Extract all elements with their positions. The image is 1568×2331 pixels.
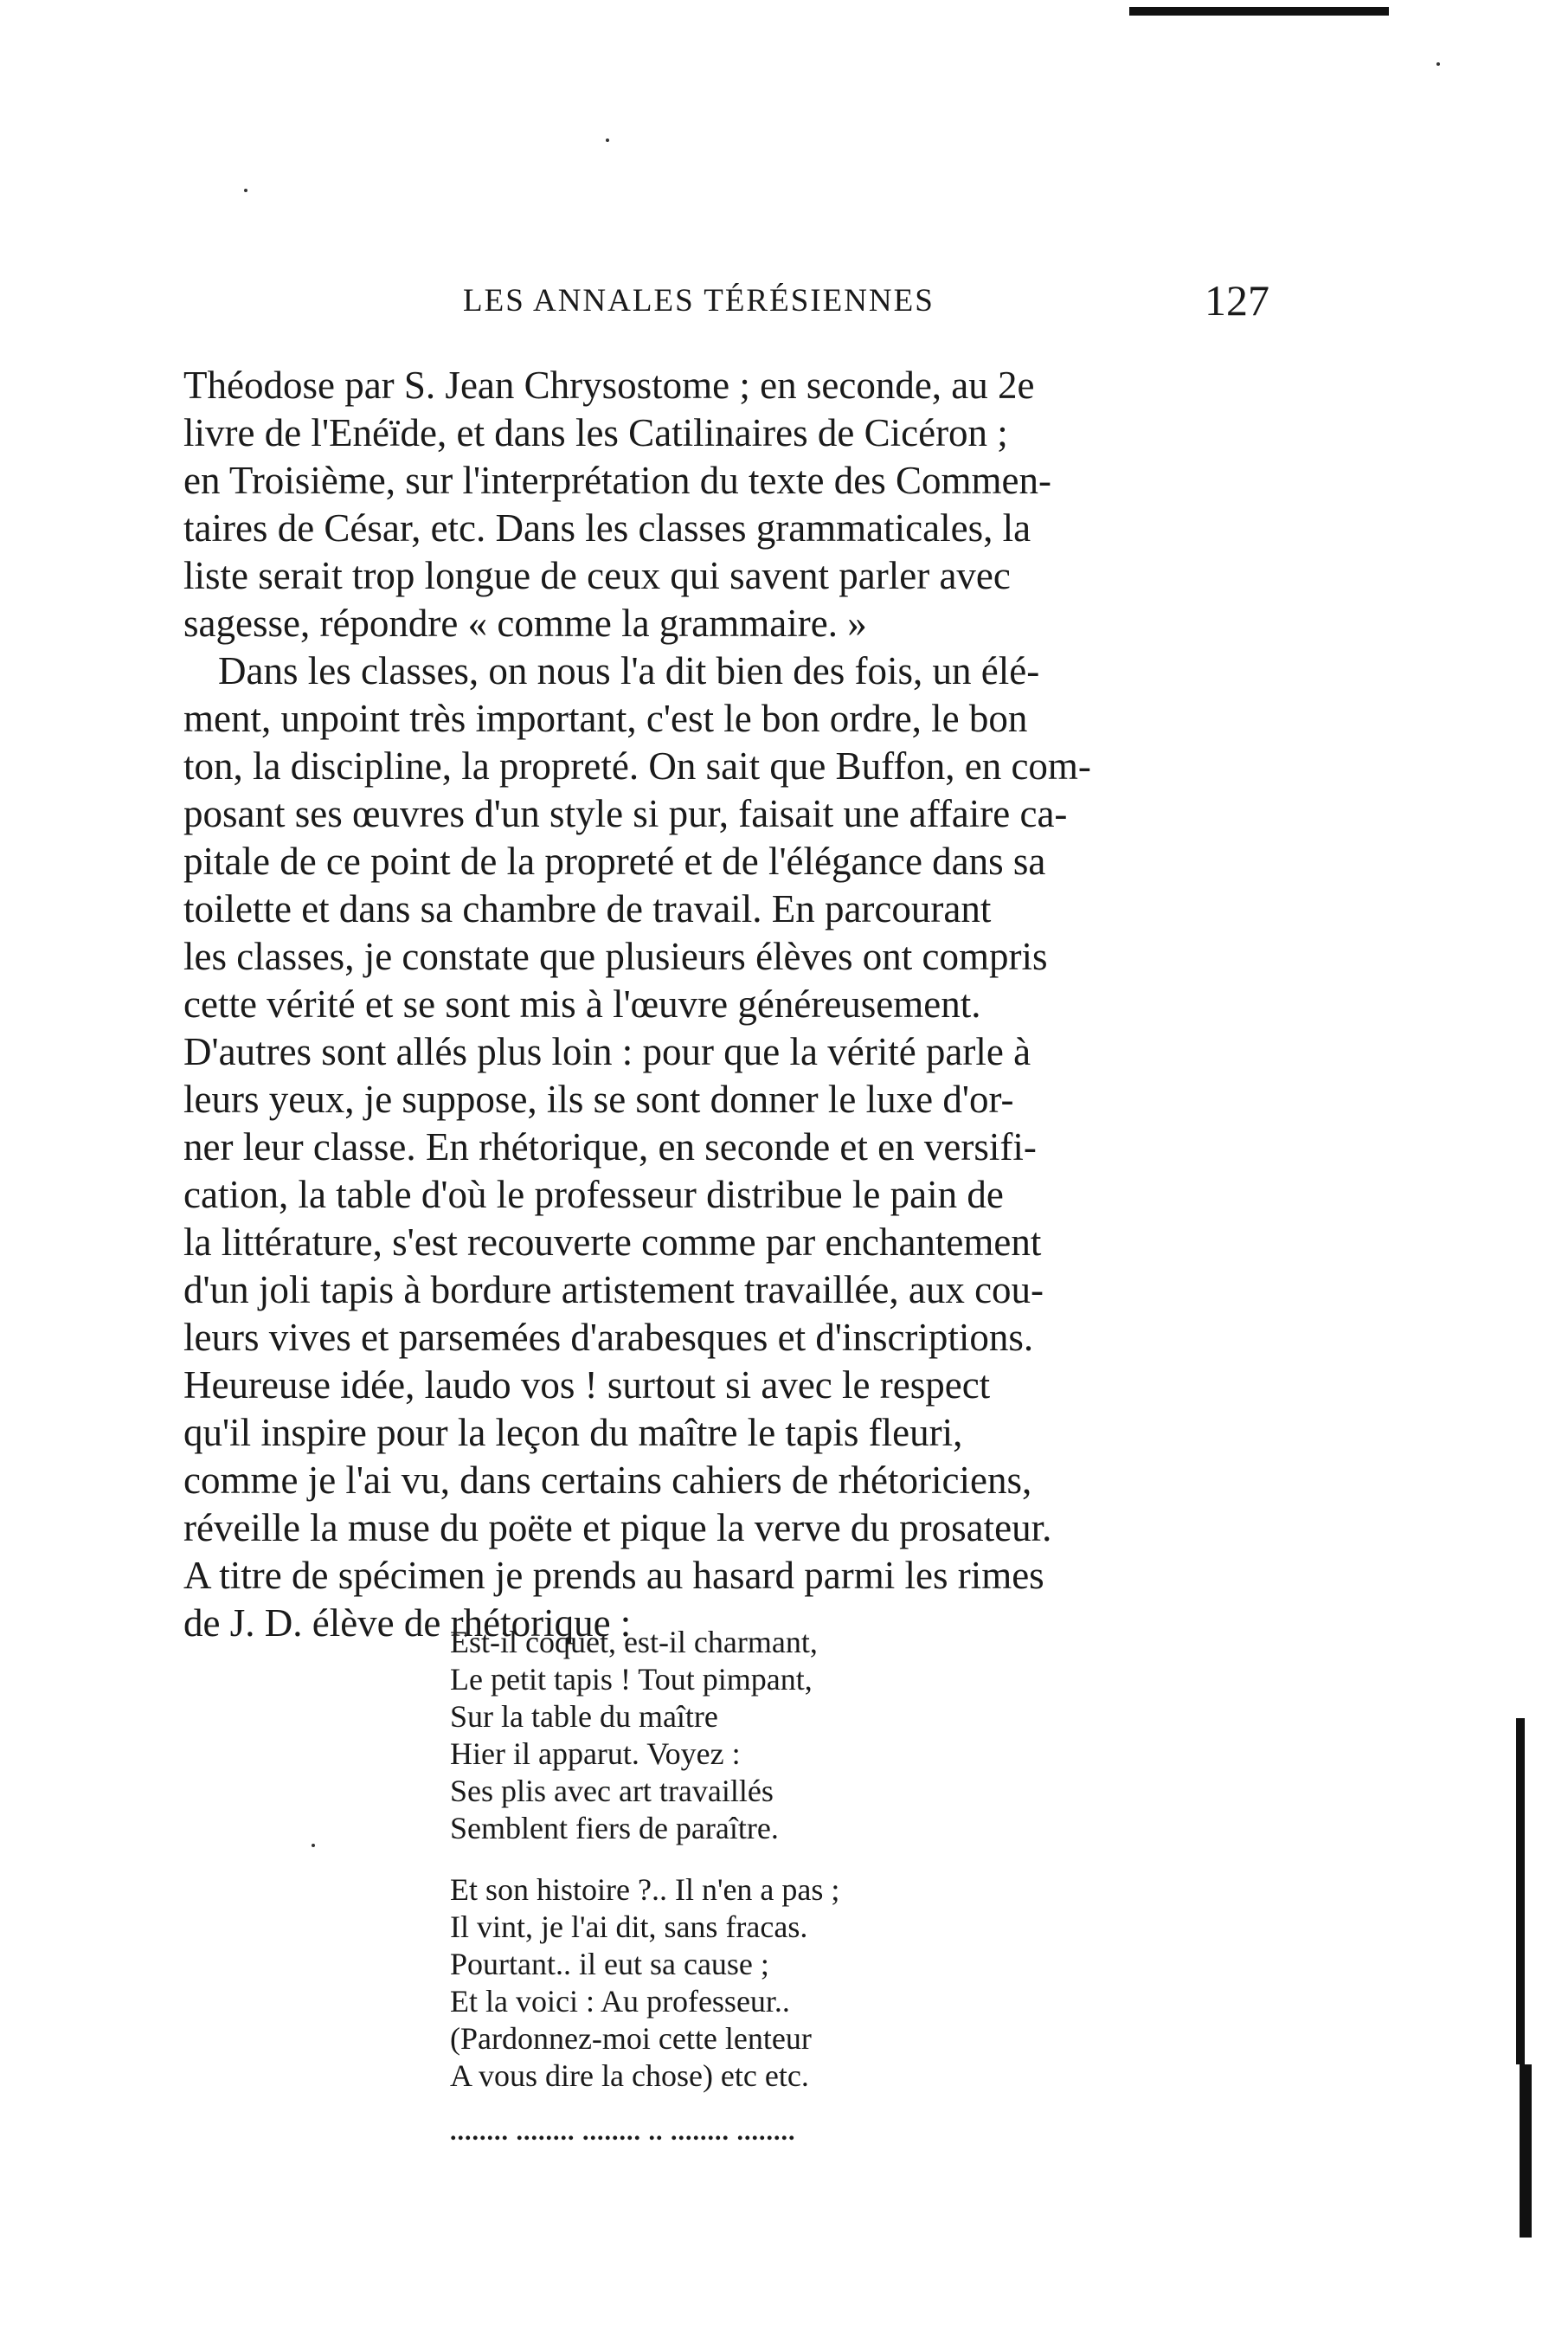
text-line: réveille la muse du poëte et pique la verve du prosateur. [183, 1506, 1052, 1549]
text-line: ton, la discipline, la propreté. On sait que Buffon, en com- [183, 744, 1091, 788]
text-line: Heureuse idée, laudo vos ! surtout si avec le respect [183, 1363, 991, 1407]
text-line: A titre de spécimen je prends au hasard parmi les rimes [183, 1554, 1044, 1597]
top-edge-rule [1129, 7, 1389, 16]
right-edge-shadow-lower [1520, 2064, 1532, 2238]
scan-speck [244, 189, 247, 192]
verse-line: Sur la table du maître [450, 1699, 718, 1734]
ellipsis-rule: ........ ........ ........ .. ........ ........ [450, 2117, 796, 2146]
text-line: pitale de ce point de la propreté et de l'élégance dans sa [183, 840, 1046, 883]
verse-line: Hier il apparut. Voyez : [450, 1736, 741, 1771]
right-edge-shadow [1516, 1718, 1525, 2064]
text-line: livre de l'Enéïde, et dans les Catilinaires de Cicéron ; [183, 411, 1008, 454]
verse-line: Il vint, je l'ai dit, sans fracas. [450, 1909, 808, 1944]
verse-line: Et son histoire ?.. Il n'en a pas ; [450, 1872, 840, 1907]
verse-line: A vous dire la chose) etc etc. [450, 2058, 809, 2093]
verse-line: Et la voici : Au professeur.. [450, 1984, 790, 2019]
body-text [183, 362, 1276, 1647]
scan-speck [606, 138, 609, 142]
running-title: LES ANNALES TÉRÉSIENNES [463, 283, 935, 319]
page-header [0, 275, 1568, 327]
text-line: ner leur classe. En rhétorique, en seconde et en versifi- [183, 1125, 1037, 1169]
text-line: leurs yeux, je suppose, ils se sont donner le luxe d'or- [183, 1078, 1014, 1121]
text-line: posant ses œuvres d'un style si pur, faisait une affaire ca- [183, 792, 1068, 835]
text-line: de J. D. élève de rhétorique : [183, 1601, 632, 1645]
text-line: les classes, je constate que plusieurs élèves ont compris [183, 935, 1048, 978]
paragraph-2 [183, 647, 1276, 1647]
text-line: la littérature, s'est recouverte comme par enchantement [183, 1220, 1042, 1264]
paragraph-1 [183, 362, 1276, 647]
text-line: en Troisième, sur l'interprétation du texte des Commen- [183, 459, 1051, 502]
text-line: ment, unpoint très important, c'est le bon ordre, le bon [183, 697, 1028, 740]
text-line: liste serait trop longue de ceux qui savent parler avec [183, 554, 1011, 597]
text-line: Dans les classes, on nous l'a dit bien des fois, un élé- [218, 649, 1040, 692]
text-line: D'autres sont allés plus loin : pour que la vérité parle à [183, 1030, 1031, 1073]
scan-speck [1436, 62, 1440, 66]
page-number: 127 [1205, 276, 1269, 325]
verse-line: Semblent fiers de paraître. [450, 1811, 779, 1845]
text-line: d'un joli tapis à bordure artistement travaillée, aux cou- [183, 1268, 1044, 1311]
text-line: qu'il inspire pour la leçon du maître le tapis fleuri, [183, 1411, 963, 1454]
text-line: comme je l'ai vu, dans certains cahiers de rhétoriciens, [183, 1458, 1032, 1502]
poem-stanza-2 [450, 1871, 1142, 2095]
text-line: taires de César, etc. Dans les classes grammaticales, la [183, 506, 1031, 550]
verse-line: Ses plis avec art travaillés [450, 1774, 774, 1808]
text-line: cation, la table d'où le professeur distribue le pain de [183, 1173, 1004, 1216]
scan-speck [312, 1844, 315, 1847]
text-line: cette vérité et se sont mis à l'œuvre généreusement. [183, 982, 981, 1026]
verse-line: (Pardonnez-moi cette lenteur [450, 2021, 812, 2056]
verse-line: Est-il coquet, est-il charmant, [450, 1625, 818, 1659]
text-line: Théodose par S. Jean Chrysostome ; en seconde, au 2e [183, 364, 1035, 407]
text-line: leurs vives et parsemées d'arabesques et d'inscriptions. [183, 1316, 1034, 1359]
verse-line: Pourtant.. il eut sa cause ; [450, 1947, 769, 1981]
text-line: toilette et dans sa chambre de travail. En parcourant [183, 887, 992, 930]
text-line: sagesse, répondre « comme la grammaire. » [183, 602, 867, 645]
verse-line: Le petit tapis ! Tout pimpant, [450, 1662, 813, 1697]
poem-stanza-1 [450, 1624, 1142, 1847]
